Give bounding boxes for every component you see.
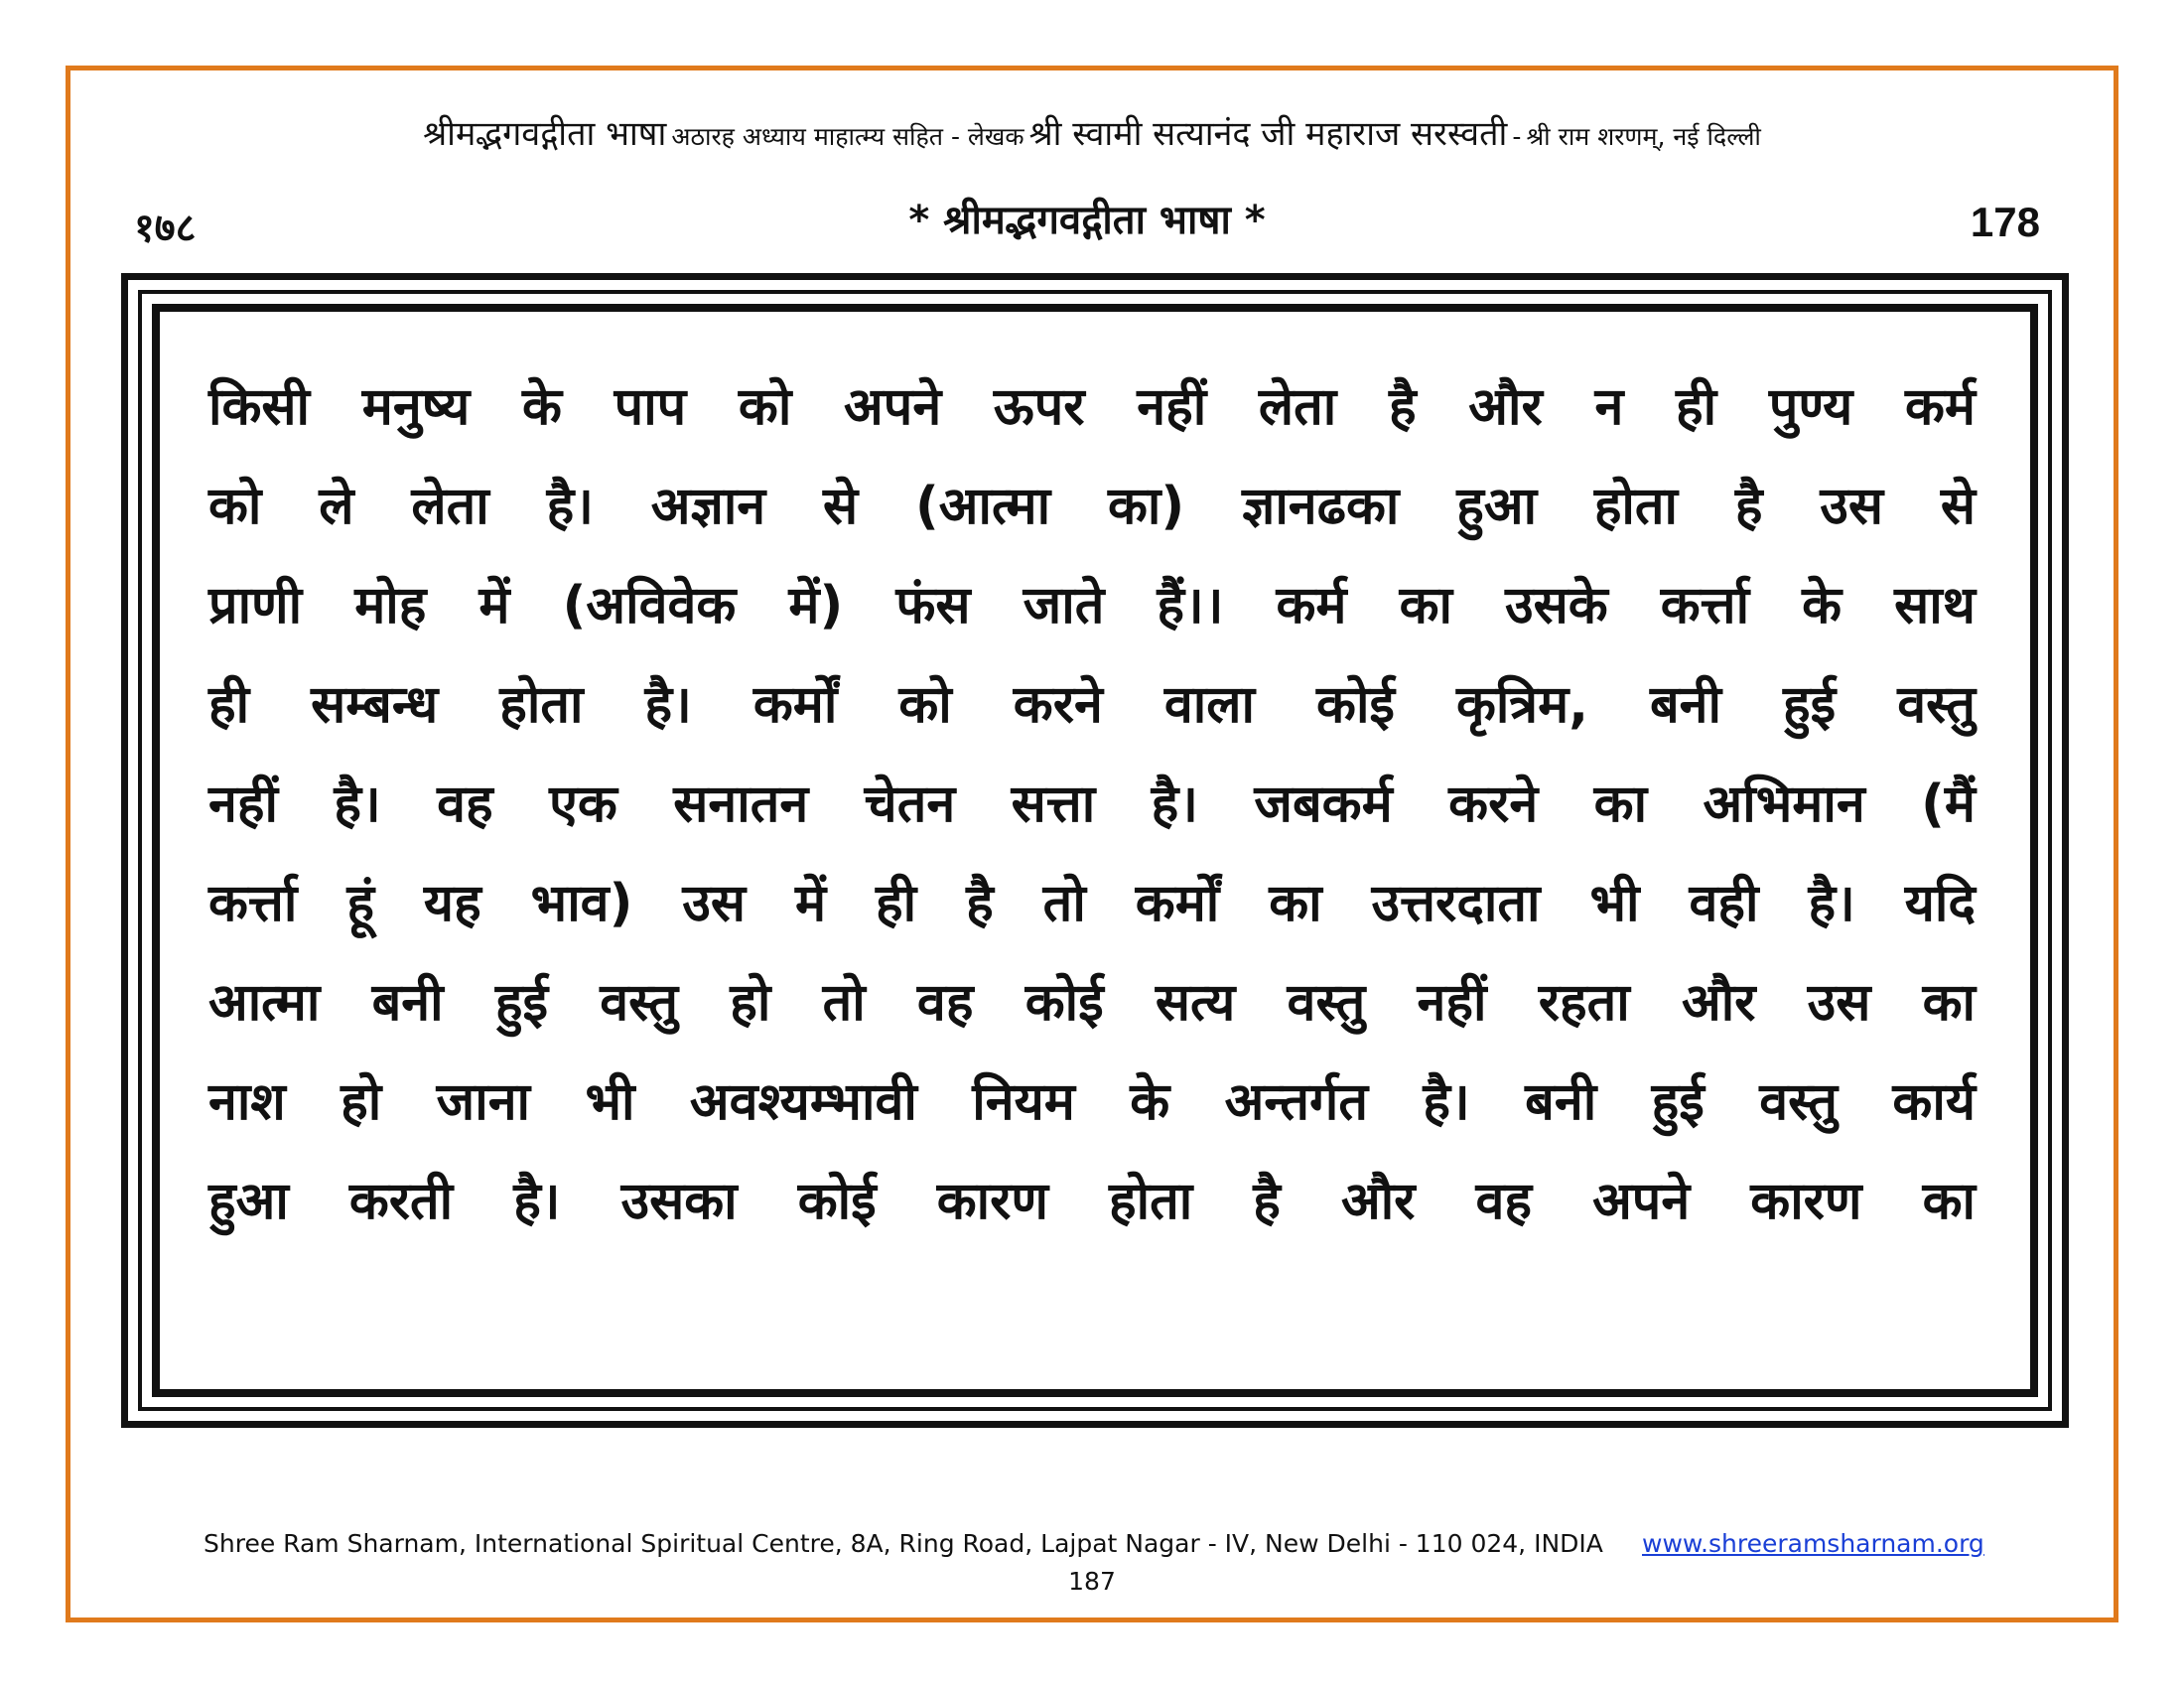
body-text (208, 357, 1976, 1251)
document-header (99, 114, 2085, 154)
footer-page-number: 187 (1068, 1567, 1116, 1596)
text-line: नाश हो जाना भी अवश्यम्भावी नियम के अन्तर्गत है। बनी हुई वस्तु कार्य (208, 1072, 1976, 1132)
page-number-devanagari: १७८ (134, 206, 197, 251)
text-line: नहीं है। वह एक सनातन चेतन सत्ता है। जबकर्म करने का अभिमान (मैं (208, 774, 1976, 834)
header-subtitle: अठारह अध्याय माहात्म्य सहित - लेखक (671, 122, 1024, 151)
footer-website-link[interactable]: www.shreeramsharnam.org (1642, 1529, 1984, 1558)
header-separator: - (1512, 122, 1522, 151)
header-title: श्रीमद्भगवद्गीता भाषा (423, 114, 667, 154)
text-line: आत्मा बनी हुई वस्तु हो तो वह कोई सत्य वस्तु नहीं रहता और उस का (208, 973, 1976, 1033)
text-line: किसी मनुष्य के पाप को अपने ऊपर नहीं लेता है और न ही पुण्य कर्म (208, 377, 1976, 437)
page-number: 178 (1970, 199, 2040, 245)
page-title-row (134, 191, 2040, 250)
text-line: ही सम्बन्ध होता है। कर्मों को करने वाला कोई कृत्रिम, बनी हुई वस्तु (208, 675, 1976, 735)
book-title: * श्रीमद्भगवद्गीता भाषा * (908, 198, 1266, 243)
header-author: श्री स्वामी सत्यानंद जी महाराज सरस्वती (1028, 114, 1508, 154)
footer-address: Shree Ram Sharnam, International Spiritual Centre, 8A, Ring Road, Lajpat Nagar - IV, New Delhi - 110 024, INDIA (204, 1529, 1603, 1558)
text-line: हुआ करती है। उसका कोई कारण होता है और वह अपने कारण का (208, 1172, 1976, 1231)
text-line: कर्त्ता हूं यह भाव) उस में ही है तो कर्मों का उत्तरदाता भी वही है। यदि (208, 874, 1976, 933)
text-line: प्राणी मोह में (अविवेक में) फंस जाते हैं।। कर्म का उसके कर्त्ता के साथ (208, 576, 1976, 635)
text-line: को ले लेता है। अज्ञान से (आत्मा का) ज्ञानढका हुआ होता है उस से (208, 477, 1976, 536)
header-publisher: श्री राम शरणम्, नई दिल्ली (1526, 122, 1761, 151)
